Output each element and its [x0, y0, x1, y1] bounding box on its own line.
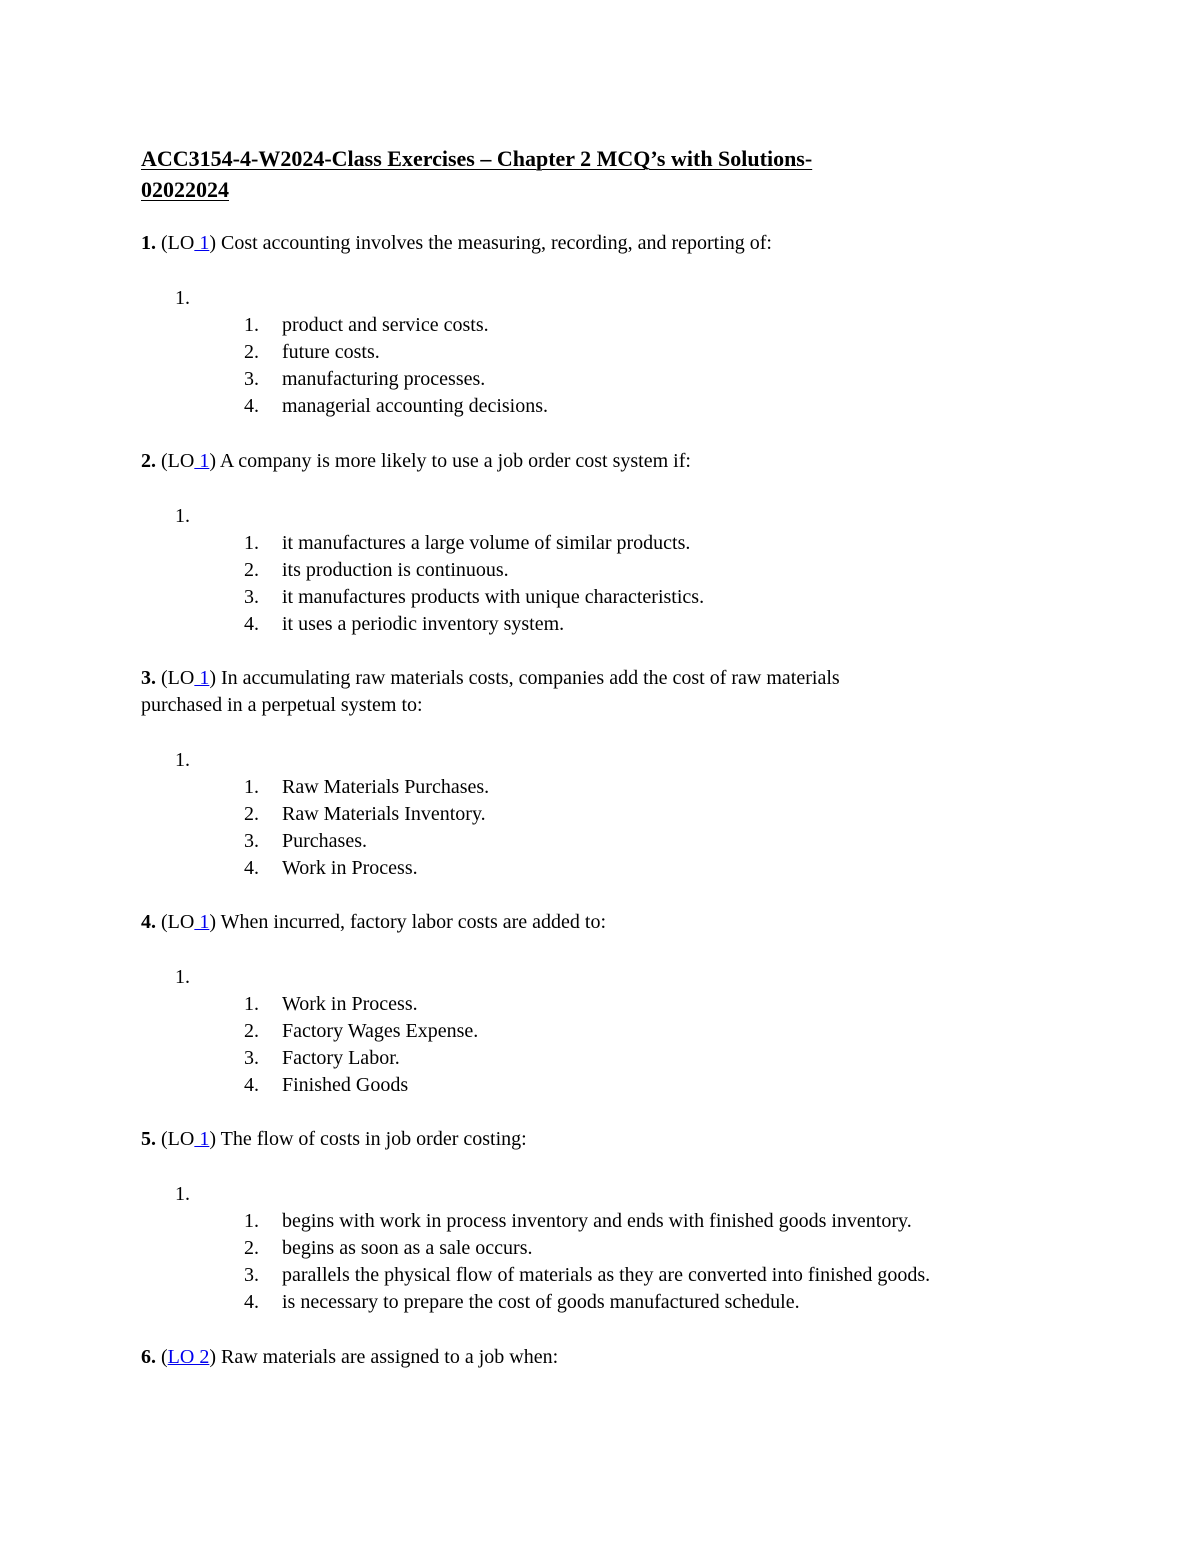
lo-prefix: (LO [161, 911, 195, 933]
question-number: 2. [141, 450, 156, 472]
question-text: A company is more likely to use a job order cost system if: [216, 450, 691, 472]
option-number: 1. [244, 314, 259, 336]
answer-option[interactable] [244, 339, 1094, 366]
option-number: 4. [244, 613, 259, 635]
answer-option[interactable] [244, 312, 1094, 339]
option-number: 3. [244, 368, 259, 390]
lo-link[interactable]: 1 [194, 232, 210, 254]
question-text: Raw materials are assigned to a job when: [216, 1346, 559, 1368]
option-text: Purchases. [282, 830, 367, 852]
answer-option[interactable] [244, 557, 1094, 584]
option-number: 1. [244, 776, 259, 798]
answer-option[interactable] [244, 1262, 1094, 1289]
option-text: manufacturing processes. [282, 368, 486, 390]
question-4 [141, 909, 1061, 936]
question-5 [141, 1126, 1061, 1153]
option-text: managerial accounting decisions. [282, 395, 549, 417]
lo-suffix: ) [209, 1128, 216, 1150]
option-number: 1. [244, 993, 259, 1015]
answer-option[interactable] [244, 774, 1094, 801]
option-text: parallels the physical flow of materials as they are converted into finished goods. [282, 1264, 931, 1286]
option-number: 3. [244, 586, 259, 608]
lo-suffix: ) [209, 667, 216, 689]
option-text: it uses a periodic inventory system. [282, 613, 565, 635]
answer-option[interactable] [244, 1045, 1094, 1072]
answer-option[interactable] [244, 991, 1094, 1018]
title-line-1: ACC3154-4-W2024-Class Exercises – Chapter 2 MCQ’s with Solutions- [141, 146, 813, 171]
option-number: 2. [244, 803, 259, 825]
answer-option[interactable] [244, 1018, 1094, 1045]
option-number: 3. [244, 830, 259, 852]
option-number: 3. [244, 1047, 259, 1069]
option-number: 2. [244, 1237, 259, 1259]
answer-option[interactable] [244, 530, 1094, 557]
answer-options [244, 312, 1094, 420]
answer-options [244, 991, 1094, 1099]
outer-list-number: 1. [175, 505, 190, 527]
option-number: 4. [244, 1074, 259, 1096]
answer-option[interactable] [244, 584, 1094, 611]
lo-prefix: ( [161, 1346, 168, 1368]
lo-link[interactable]: 1 [194, 667, 210, 689]
title-line-2: 02022024 [141, 177, 229, 202]
question-text: Cost accounting involves the measuring, recording, and reporting of: [216, 232, 772, 254]
lo-link[interactable]: 1 [194, 450, 210, 472]
option-number: 3. [244, 1264, 259, 1286]
answer-option[interactable] [244, 1072, 1094, 1099]
lo-suffix: ) [209, 232, 216, 254]
answer-option[interactable] [244, 1208, 1094, 1235]
answer-options [244, 774, 1094, 882]
question-2 [141, 448, 1061, 475]
option-number: 4. [244, 1291, 259, 1313]
outer-list-number: 1. [175, 1183, 190, 1205]
option-text: it manufactures a large volume of similar products. [282, 532, 691, 554]
option-number: 2. [244, 341, 259, 363]
option-text: Factory Labor. [282, 1047, 400, 1069]
option-text: it manufactures products with unique characteristics. [282, 586, 705, 608]
question-number: 6. [141, 1346, 156, 1368]
answer-option[interactable] [244, 1235, 1094, 1262]
question-text: The flow of costs in job order costing: [216, 1128, 527, 1150]
answer-option[interactable] [244, 611, 1094, 638]
answer-option[interactable] [244, 393, 1094, 420]
option-text: Work in Process. [282, 993, 418, 1015]
lo-prefix: (LO [161, 232, 195, 254]
question-number: 3. [141, 667, 156, 689]
question-3 [141, 665, 1061, 719]
question-6 [141, 1344, 1061, 1371]
option-number: 4. [244, 857, 259, 879]
answer-options [244, 530, 1094, 638]
lo-suffix: ) [209, 911, 216, 933]
option-text: product and service costs. [282, 314, 489, 336]
lo-prefix: (LO [161, 450, 195, 472]
lo-prefix: (LO [161, 667, 195, 689]
option-text: Raw Materials Purchases. [282, 776, 490, 798]
lo-prefix: (LO [161, 1128, 195, 1150]
option-number: 1. [244, 532, 259, 554]
option-text: Factory Wages Expense. [282, 1020, 479, 1042]
option-text: begins as soon as a sale occurs. [282, 1237, 533, 1259]
option-text: Finished Goods [282, 1074, 409, 1096]
option-text: Raw Materials Inventory. [282, 803, 486, 825]
option-text: future costs. [282, 341, 380, 363]
option-number: 1. [244, 1210, 259, 1232]
lo-link[interactable]: 1 [194, 911, 210, 933]
option-number: 2. [244, 1020, 259, 1042]
lo-suffix: ) [209, 450, 216, 472]
lo-link[interactable]: LO 2 [167, 1346, 210, 1368]
question-number: 4. [141, 911, 156, 933]
outer-list-number: 1. [175, 966, 190, 988]
question-number: 5. [141, 1128, 156, 1150]
answer-option[interactable] [244, 801, 1094, 828]
option-text: Work in Process. [282, 857, 418, 879]
option-number: 2. [244, 559, 259, 581]
question-number: 1. [141, 232, 156, 254]
lo-link[interactable]: 1 [194, 1128, 210, 1150]
option-text: begins with work in process inventory and ends with finished goods inventory. [282, 1210, 912, 1232]
answer-option[interactable] [244, 366, 1094, 393]
document-title [141, 143, 1041, 205]
option-text: is necessary to prepare the cost of goods manufactured schedule. [282, 1291, 800, 1313]
question-1 [141, 230, 1061, 257]
answer-options [244, 1208, 1094, 1316]
option-number: 4. [244, 395, 259, 417]
question-text: When incurred, factory labor costs are added to: [216, 911, 607, 933]
lo-suffix: ) [209, 1346, 217, 1368]
question-text-line-2: purchased in a perpetual system to: [141, 694, 423, 716]
outer-list-number: 1. [175, 749, 190, 771]
answer-option[interactable] [244, 855, 1094, 882]
option-text: its production is continuous. [282, 559, 509, 581]
answer-option[interactable] [244, 828, 1094, 855]
question-text: In accumulating raw materials costs, companies add the cost of raw materials [216, 667, 840, 689]
answer-option[interactable] [244, 1289, 1094, 1316]
outer-list-number: 1. [175, 287, 190, 309]
